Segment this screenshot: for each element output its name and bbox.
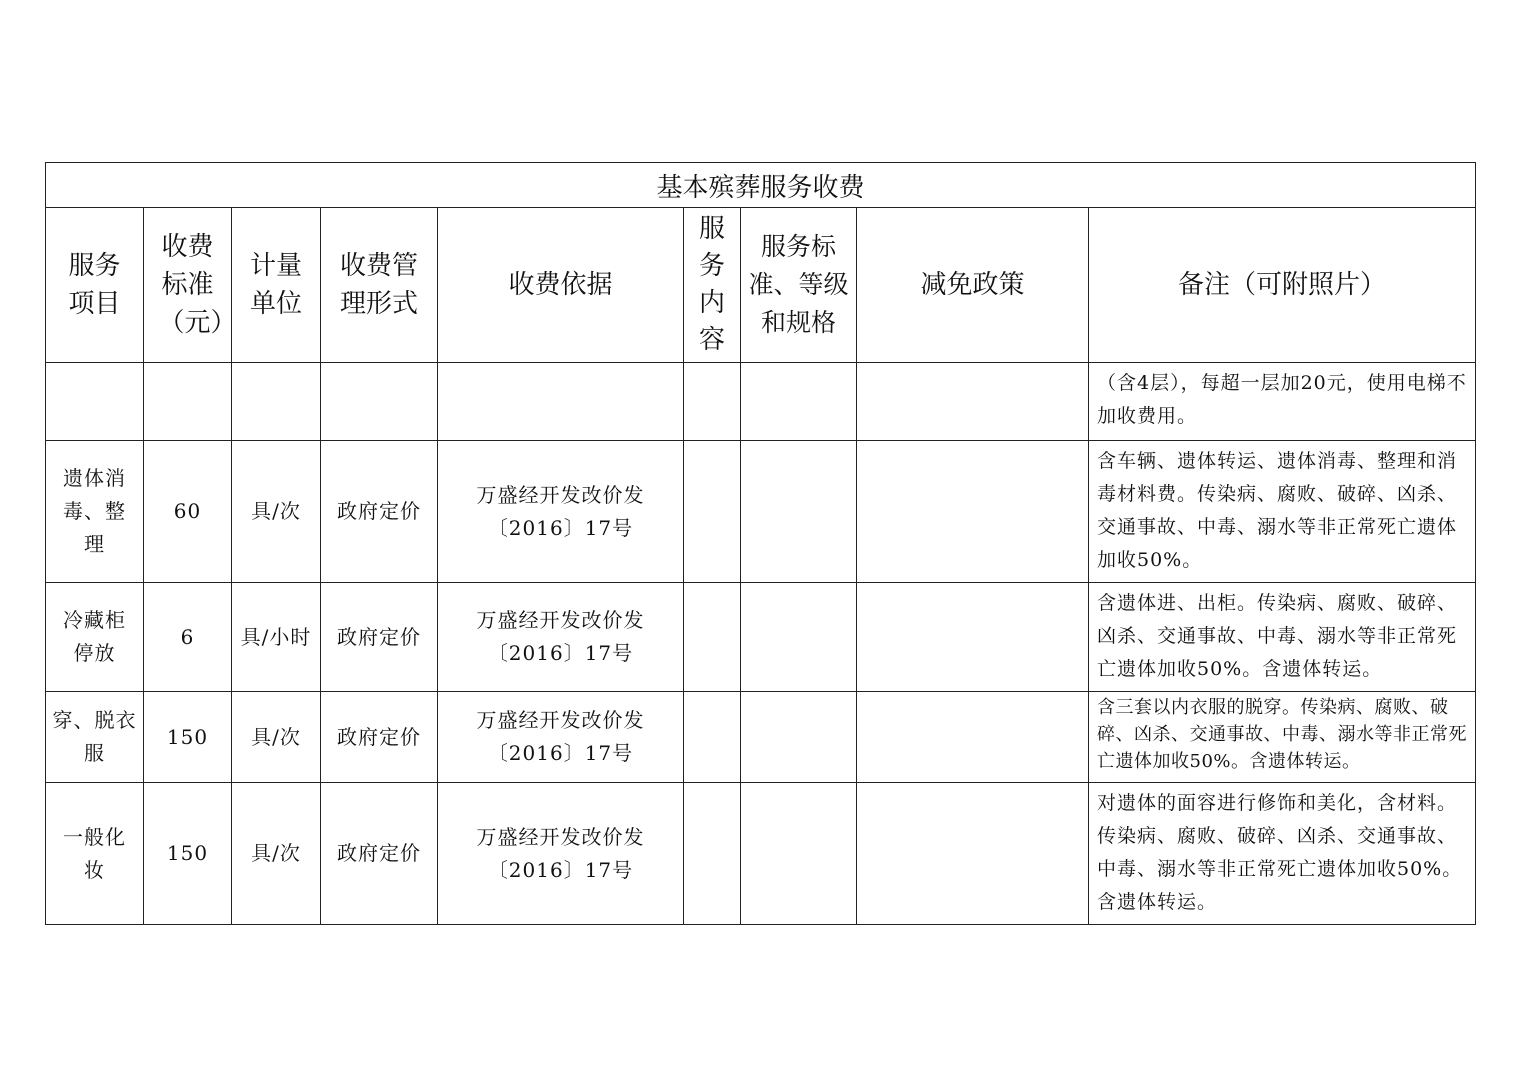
standard-cell: 6 xyxy=(144,583,232,692)
content-cell xyxy=(684,692,741,783)
service-standard-cell xyxy=(741,692,857,783)
management-cell: 政府定价 xyxy=(321,583,438,692)
relief-cell xyxy=(857,441,1089,583)
remarks-cell: 对遗体的面容进行修饰和美化，含材料。传染病、腐败、破碎、凶杀、交通事故、中毒、溺水等非正常死亡遗体加收50%。含遗体转运。 xyxy=(1089,783,1476,925)
remarks-cell: 含车辆、遗体转运、遗体消毒、整理和消毒材料费。传染病、腐败、破碎、凶杀、交通事故、中毒、溺水等非正常死亡遗体加收50%。 xyxy=(1089,441,1476,583)
header-item: 服务项目 xyxy=(46,208,144,363)
unit-cell: 具/次 xyxy=(232,441,321,583)
item-cell: 冷藏柜停放 xyxy=(46,583,144,692)
header-remarks: 备注（可附照片） xyxy=(1089,208,1476,363)
remarks-cell: 含遗体进、出柜。传染病、腐败、破碎、凶杀、交通事故、中毒、溺水等非正常死亡遗体加收50%。含遗体转运。 xyxy=(1089,583,1476,692)
content-cell xyxy=(684,783,741,925)
item-cell: 穿、脱衣服 xyxy=(46,692,144,783)
remarks-cell: （含4层），每超一层加20元，使用电梯不加收费用。 xyxy=(1089,363,1476,441)
header-relief: 减免政策 xyxy=(857,208,1089,363)
header-content: 服务内容 xyxy=(684,208,741,363)
table-row xyxy=(46,441,1476,583)
service-standard-cell xyxy=(741,783,857,925)
management-cell: 政府定价 xyxy=(321,692,438,783)
table-row xyxy=(46,583,1476,692)
remarks-cell: 含三套以内衣服的脱穿。传染病、腐败、破碎、凶杀、交通事故、中毒、溺水等非正常死亡遗体加收50%。含遗体转运。 xyxy=(1089,692,1476,783)
unit-cell: 具/小时 xyxy=(232,583,321,692)
unit-cell: 具/次 xyxy=(232,783,321,925)
service-standard-cell xyxy=(741,583,857,692)
content-cell xyxy=(684,441,741,583)
relief-cell xyxy=(857,692,1089,783)
relief-cell xyxy=(857,583,1089,692)
basis-cell: 万盛经开发改价发〔2016〕17号 xyxy=(438,583,684,692)
service-standard-cell xyxy=(741,441,857,583)
basis-cell: 万盛经开发改价发〔2016〕17号 xyxy=(438,441,684,583)
relief-cell xyxy=(857,783,1089,925)
header-management: 收费管理形式 xyxy=(321,208,438,363)
header-service-standard: 服务标准、等级和规格 xyxy=(741,208,857,363)
standard-cell: 60 xyxy=(144,441,232,583)
basis-cell: 万盛经开发改价发〔2016〕17号 xyxy=(438,692,684,783)
unit-cell: 具/次 xyxy=(232,692,321,783)
item-cell: 遗体消毒、整理 xyxy=(46,441,144,583)
header-basis: 收费依据 xyxy=(438,208,684,363)
basis-cell: 万盛经开发改价发〔2016〕17号 xyxy=(438,783,684,925)
table-row xyxy=(46,692,1476,783)
management-cell: 政府定价 xyxy=(321,783,438,925)
standard-cell: 150 xyxy=(144,783,232,925)
header-unit: 计量单位 xyxy=(232,208,321,363)
table-row xyxy=(46,363,1476,441)
table-row xyxy=(46,783,1476,925)
table-title: 基本殡葬服务收费 xyxy=(46,163,1476,208)
item-cell: 一般化妆 xyxy=(46,783,144,925)
header-standard: 收费标准（元） xyxy=(144,208,232,363)
content-cell xyxy=(684,583,741,692)
standard-cell: 150 xyxy=(144,692,232,783)
fee-table xyxy=(45,162,1476,925)
management-cell: 政府定价 xyxy=(321,441,438,583)
